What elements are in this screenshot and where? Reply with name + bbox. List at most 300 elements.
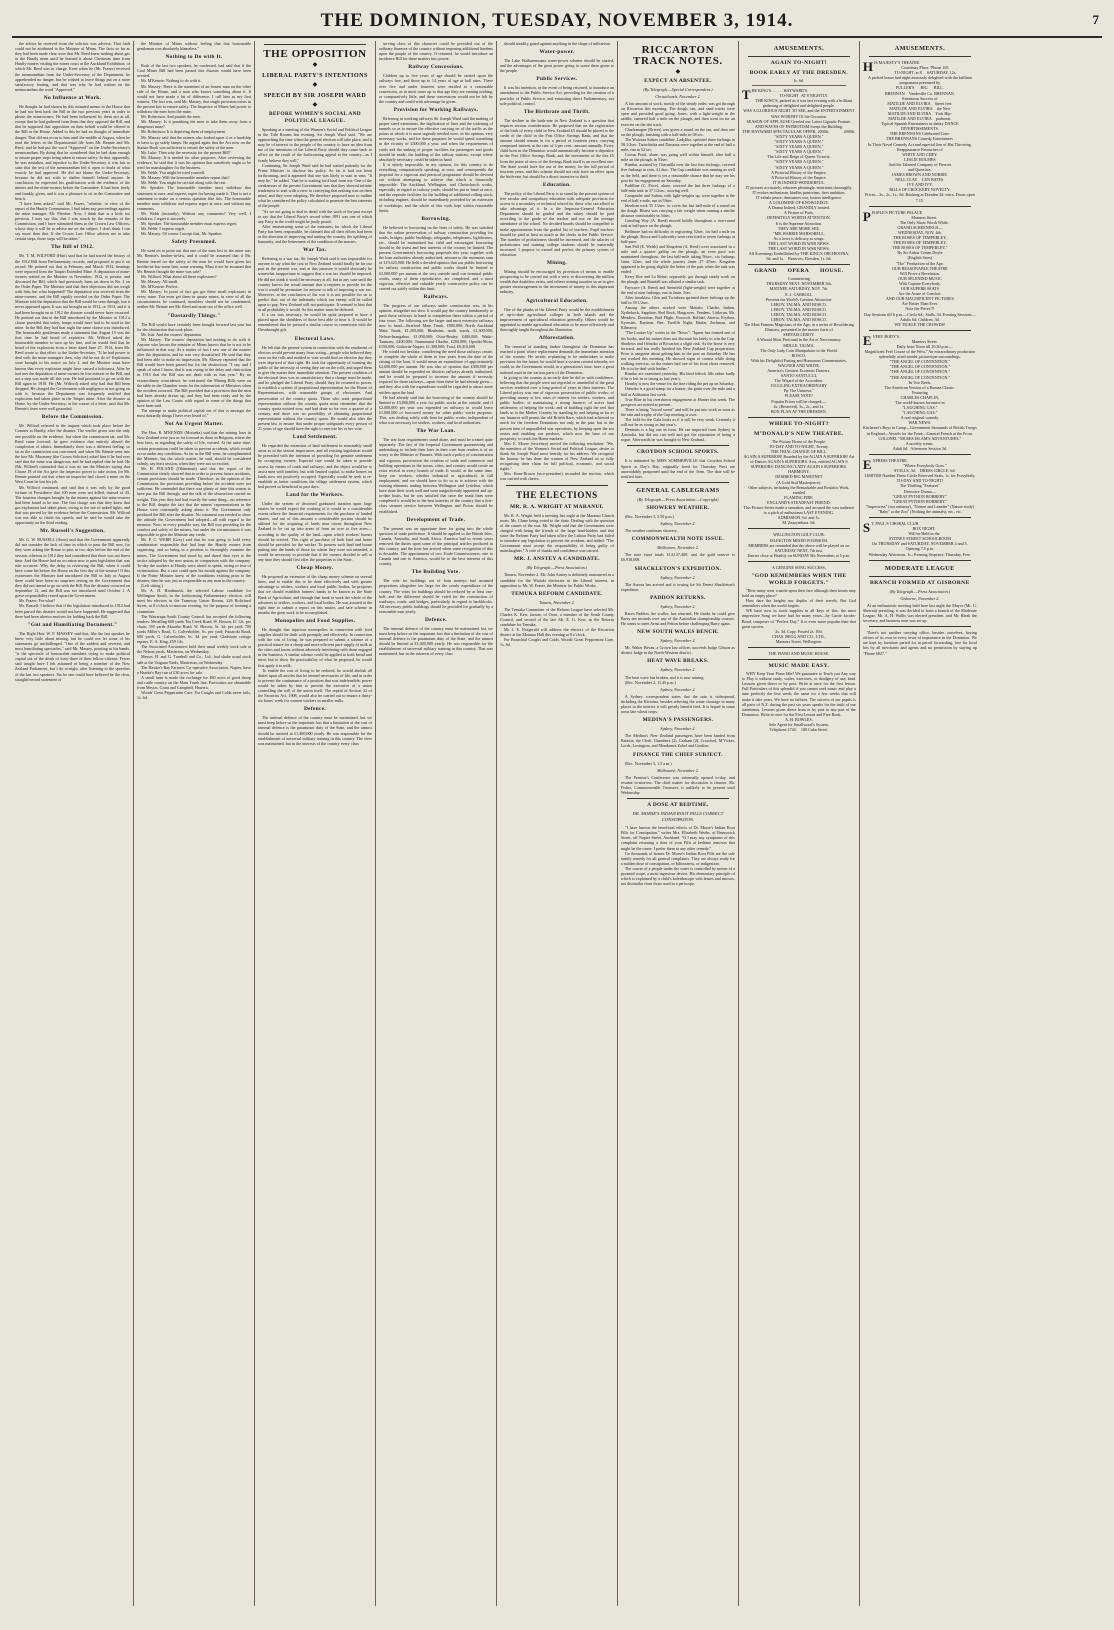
drop-cap: H bbox=[862, 59, 874, 74]
article-paragraph: He thought that injurious monopolies in connection with food supplies should be dealt with promptly and effectively. In connection with the cost of living, he was prepared to submit a scheme of a practical nature for a cheap and more efficient pure supply of milk in the cities and towns without adversely interfering with those engaged in the business. A similar scheme could be applied to both bread and meat, but to show the practicability of what he proposed, he would first apply it to milk. bbox=[257, 626, 372, 668]
ad-line: "THE ANGEL OF CONTENTION." bbox=[889, 364, 951, 370]
section-heading: THE OPPOSITION bbox=[263, 48, 367, 60]
article-subheading: Education. bbox=[542, 181, 571, 188]
ad-line: Magnificent Feel Course of the West," An extraordinary production splendidly acted amidst picturesque surroundings. bbox=[864, 349, 976, 360]
byline: Melbourne, November 2. bbox=[656, 767, 699, 773]
article-paragraph: Paywave (A. Reed) and Steinfeld (light-weight) were together at the end of nine furlongs, run in 2min. 5sec. bbox=[620, 284, 735, 295]
ad-line: Entries close at Heathly on SUNDAY 8th November, at 5 p.m. bbox=[747, 552, 851, 558]
article-subheading: MR. J. ANSTEY A CANDIDATE. bbox=[514, 556, 600, 563]
article-subheading: Mining. bbox=[546, 260, 568, 267]
article-paragraph: Woods' Great Peppermint Cure. For Coughs and Colds never fails, 1s. 6d. bbox=[136, 690, 251, 701]
article-paragraph: Messrs. H. and G. Turnbull and Co., Ltd., had shake usual stock sale at the Vaiguna Yards, Masterton, on Wednesday. bbox=[136, 654, 251, 665]
ad-line: The Life and Reign of Queen Victoria. bbox=[767, 154, 831, 160]
article-paragraph: WHY Keep Your Piano Idle? We guarantee to Teach you Any way to Play it without study, scales, exercises, or drudgery of any kind. Lessons given direct or by post. Write at once for the first lesson. Full Particulars of this splendid if you cannot read music and play a tune perfectly the first week; the same for a few weeks that will make it take years. We have no failures. The success of our pupils is all parts of N.Z. during the past six years speaks for the truth of our statements. Lessons given direct from or by post to any part of the Dominion. Write at once for the First Lesson and Free Book. bbox=[741, 671, 856, 717]
article-paragraph: A small farm is made the exchange for 480 acres of good sheep and cattle country on the Main Trunk line. Particulars are obtainable from Messrs. Grant and Campbell, Hawera. bbox=[136, 674, 251, 690]
ad-line: In Two Reels. bbox=[908, 379, 932, 385]
article-paragraph: Mr. Wilford: What about all these explosions? bbox=[140, 273, 217, 279]
divider bbox=[748, 528, 850, 529]
ad-line: "SIXTY YEARS A QUEEN." bbox=[774, 133, 824, 139]
divider bbox=[869, 517, 971, 518]
ad-line: "SIXTY YEARS A QUEEN." bbox=[774, 159, 824, 165]
ad-line: "SIXTY YEARS A QUEEN." bbox=[774, 164, 824, 170]
article-paragraph: (Rec. November 2, 11.45 p.m.) bbox=[624, 679, 676, 685]
page-number: 7 bbox=[1092, 12, 1100, 27]
article-paragraph: the Minister of Mines without feeling that that honourable gentleman was absolutely blameless." bbox=[136, 41, 251, 52]
article-paragraph: In going to the country at an early date he did so with confidence, believing that the people were not regretful or unmindful of the great services rendered over a long period of years in their interests. The Liberal policy was one of vigorous prosecution of public works; of providing money at low rates of interest for settlers, workers, and public bodies; of maintaining a strong finance; of active land settlement; of helping the weak; and of building right the reel that lands so to the Mother Country by standing by and helping as far as our finances will permit the old British Race, which had achieved so much for the freedom Dominions not only in the past, but at the present time of unparalleled war operations, by keeping open the sea routes and enabling our produce, which now the base of our prosperity, to reach the Home markets. bbox=[499, 374, 614, 441]
section-heading: RICCARTON TRACK NOTES. bbox=[633, 44, 723, 67]
ad-line: FULLER'S BIG BILL. bbox=[895, 85, 944, 91]
article-paragraph: The Premier's Conference was informally opened to-day, and resume to-morrow. The chief matter for discussion is finance. Mr. Fisher, Commonwealth Treasurer, is unlikely to be present until Wednesday. bbox=[620, 774, 735, 796]
article-subheading: Development of Trade. bbox=[406, 516, 466, 523]
ad-line: MATILDE AND ELVIRA Street feet. bbox=[887, 100, 953, 106]
article-paragraph: The Aurora has arrived and is towing for Sir Ernest Shackleton's expedition. bbox=[620, 581, 735, 592]
ad-line: OUR SUPERB SEATS bbox=[900, 286, 939, 292]
article-paragraph: Mr. Speaker: The honourable member must withdraw that statement at once, and express regret for having made it. That is not a statement to make on a serious question like this. The honourable member must withdraw and express regret at once, and without any comments. bbox=[136, 185, 251, 211]
article-paragraph: The note issue totals £14,137,400, and the gold reserve is £6,918,008. bbox=[620, 552, 735, 563]
article-paragraph: Mr. Webb (instantly): Without any comments? Very well, I withdraw, I regret it sincerely. bbox=[136, 210, 251, 221]
ad-line: "THE ANGEL OF CONTENTION." bbox=[889, 369, 951, 375]
ad-line: A. H. BOWLES, bbox=[784, 716, 813, 722]
column-container bbox=[12, 41, 1102, 1606]
ad-line: THE PIANO AND MUSIC HOUSE. bbox=[768, 651, 830, 656]
article-paragraph: The Right Hon. W. F. MASSEY said that, like the last speaker, he knew very little about mining, but he could not let some of his statements go unchallenged. "One of the saddest and severest, and most humiliating spectacles," said Mr. Massey, pointing to his hands, "is the spectacle of honourable members trying to make political capital out of the death of forty-three of their fellow-citizens. Fewer said insight have I felt ashamed of being a member of the New Zealand Parliament, but I do to-night, after listening to the speeches of the last two speakers. Sir, he one could have believed he the clear, straightforward statement of bbox=[15, 630, 130, 682]
article-subheading: HEAT WAVE BREAKS. bbox=[647, 658, 709, 665]
byline: Gisborne, November 2. bbox=[900, 595, 940, 601]
article-paragraph: Mr. Massey: It is needed for other purposes. After reviewing the evidence, he said that it was his opinion that somebody ought to be tried for manslaughter for the business. bbox=[136, 154, 251, 171]
ad-headline-text: IS MAJESTY'S THEATRE. bbox=[874, 60, 921, 65]
article-paragraph: Referring to working railways Sir Joseph Ward said the making of proper sized extensions, the duplication of lines and the widening of tunnels so as to ensure the effective carrying on of the traffic as the points at which it is most urgently needed were, in his opinion, very necessary works, and for these purposes he would spend something in the vicinity of £300,000 a year, and when the requirements of yards and the sinking of proper facilities for passengers and goods should be made, the building of the railway stations, except where absolutely necessary, could be taken in hand. bbox=[378, 115, 493, 162]
ad-line: TO-DAY AND TO-NIGHT! bbox=[896, 478, 944, 484]
divider bbox=[869, 560, 971, 561]
ad-line: With Capture Everybody. bbox=[899, 280, 941, 286]
divider bbox=[869, 576, 971, 577]
ad-line: BILLS OF CROCKERY NOVELTY. bbox=[889, 187, 951, 193]
col-3 bbox=[254, 41, 375, 1606]
ad-line: THE BRENNANS Comedy Entertainers. bbox=[886, 136, 954, 142]
ad-line: THE LAST WORD IN WAR NEWS. bbox=[768, 246, 830, 251]
article-paragraph: The Medina's New Zealand passengers have been landed from Batavia, the Clerk, Chambers (2), Graham (2), Crawford, M'Vicker, Lords, Lovington, and Mendames Zobel and Goulton. bbox=[620, 733, 735, 749]
ad-line: WELLINGTON GOLF CLUB. bbox=[773, 532, 825, 538]
article-subheading: FINANCE THE CHIEF SUBJECT. bbox=[633, 751, 723, 758]
ad-line: Is. 6d. bbox=[793, 78, 804, 83]
article-paragraph: For Bronchial Coughs and Colds, Woods' Great Peppermint Cure, 1s. 6d. bbox=[499, 637, 614, 648]
article-paragraph: Padilline (C. Price), alone, covered the last three furlongs of a half-mile task in 37 1/2sec., moving well. bbox=[620, 182, 735, 193]
article-paragraph: Children up to five years of age should be carried upon the railways free, and those up to 14 years of age at half rates. These over five and under fourteen were entitled to a reasonable concession, as in most cases up to that age they are earning nothing, or comparatively little, and these concessions would not be felt by the country and could with advantage be given. bbox=[378, 73, 493, 104]
ad-line: IVY AND IVY. bbox=[907, 182, 933, 188]
article-paragraph: He regarded the extension of land settlement in reasonably small areas as of the utmost importance, and all existing legislation would be prevailed with the intention of providing for genuine settlement by occupying owners. Especial care would be taken to provide access by means of roads and railways, and the object would be to assist men with families, but with limited capital, to make homes on lands now not positively occupied. Especially would he seek to re-establish as better conditions the village settlement system, which had proved so beneficial in past days. bbox=[257, 443, 372, 489]
byline: Sydney, November 2. bbox=[660, 667, 696, 673]
article-paragraph: The attempt to make political capital out of this is amongst the most dastardly things I have ever heard of." bbox=[136, 408, 251, 419]
section-subheading: AMUSEMENTS. bbox=[894, 45, 946, 52]
article-paragraph: Orinoko is a good stamp for a hunter, the grain over the mile and a half at Ashburton last week. bbox=[620, 386, 735, 397]
ad-line: Sole Agent for Smallwood's System. bbox=[768, 722, 829, 728]
ad-line: SYDNEY STREET SCHOOLROOM bbox=[888, 536, 951, 542]
ad-line: BOSCO, bbox=[791, 352, 807, 358]
ad-line: Are the Acme of Comfort. bbox=[898, 291, 942, 297]
article-paragraph: The progress of our railways under construction was, in his opinion, altogether too slow. It would pay the country handsomely to push these railways in hand to completion them within a period of four years. The following are the larger and most extensive railways now in hand—Stratford Main Trunk, £800,000; North Auckland Main Trunk, £1,200,000; Blenheim, north wards, £1,300,000; Nelson-Inangahua, £1,000,000; Otira-Bealey, £400,000; Waiki-Taumaru, £400,000; Taumarunui-Okaihu, £200,000; Opotiki-Motu, £150,000; Gisborne-Napier, £1,300,000; Total, £8,410,000. bbox=[378, 302, 493, 349]
article-subheading: Railways. bbox=[423, 293, 449, 300]
ad-title: MUSIC MADE EASY. bbox=[768, 663, 830, 670]
ad-line: With his Delightful Parting and Humorous Commentaries. bbox=[751, 357, 847, 363]
ad-line: PLEASE NOTE! bbox=[784, 393, 814, 399]
article-paragraph: He had already said that the borrowing of the country should be limited to £3,000,000 a year for public works at the outside, and if £2,000,000 per year was expended on railways in would leave £1,000,000 of borrowed money for other public works purposes. This, was dealing solely with loan for public works, independent of what was necessary for settlers, workers, and local authorities. bbox=[378, 394, 493, 426]
divider bbox=[748, 56, 850, 57]
drop-cap: T bbox=[741, 87, 751, 103]
ad-line: THE LAST WORD IN WAR NEWS. bbox=[768, 240, 830, 246]
ad-headline-text: EOPLE'S PICTURE PALACE bbox=[871, 209, 923, 215]
article-paragraph: Mr. Luke: Then why the necessity for the present Bill? bbox=[140, 149, 231, 155]
article-subheading: Cheap Money. bbox=[296, 565, 334, 572]
ad-line: BRENNAN Vaudeville Co. BRENNAN. bbox=[884, 90, 955, 96]
ad-line: Detective Drama— bbox=[903, 488, 936, 494]
ad-line: STALLS, 3d. DRESS CIRCLE, 6d. bbox=[894, 468, 956, 474]
ad-line: MEMBERS are reminded that the above will be played on on SATURDAY NEXT, 7th inst. bbox=[748, 542, 850, 553]
ad-line: As a lover is delicacy as songs. bbox=[773, 235, 825, 241]
byline: Sydney, November 2. bbox=[660, 603, 696, 609]
ad-line: A GOLDMINE OF KNOWLEDGE. bbox=[768, 200, 829, 206]
article-paragraph: Mr. Webb: I express regret. bbox=[140, 226, 186, 232]
ad-line: ISLINGTON MIXED FOURSOM. bbox=[769, 537, 828, 543]
drop-cap: E bbox=[862, 456, 872, 472]
ad-title: AGAIN TO-NIGHT! bbox=[770, 60, 828, 66]
masthead-title: THE DOMINION, TUESDAY, NOVEMBER 3, 1914. bbox=[320, 10, 794, 31]
ad-line: A GENUINE SONG SUCCESS, bbox=[771, 564, 826, 570]
ad-line: ENGLAND'S STEADFAST FRIEND. bbox=[767, 499, 831, 505]
article-paragraph: He thought he had shown by this minuted memo in the House that he had not bent back the Bill in the two previous years in order to please the mineowners. He had been influenced by them not at all, except that he had gathered from them that they opposed the Bill, and that he supposed that opposition on their behalf would be offered to the Bill in the House. Added to this he had no thought of immediate danger. That did not occur to him until the middle of August, when he read the letters in the Departmental file from Mr. Bennie and Mr. Reed, and he had put the word "Approved" on the Under-Secretary's memorandum. By doing that he considered that he had done enough to ensure proper steps being taken to ensure safety. In that, apparently, he was mistaken, and injustice to the Under-Secretary it was fair to state that the test of the memorandum left it open to doubt of what exactly he had approved. He did not blame the Under-Secretary, because he did not wish to shelter himself behind anyone. In conclusion, he expressed his gratification with the evidence of the miners and the mine-owners before the Committee. It had been freely and frankly given, and it was a pleasure to sit in the Committee and hear it. bbox=[15, 103, 130, 201]
drop-cap: S bbox=[862, 519, 871, 535]
article-paragraph: Dentonis is a big one in form. He ran imported from Sydney to Australia, but did not run well and got the reputation of being a rogue. Afterwards he was brought to New Zealand. bbox=[620, 427, 735, 443]
ad-line: WAS A GLORIOUS NIGHT TO SEE, and the ENTERTAINMENT WAS WORTHY Of the Occasion. bbox=[743, 108, 855, 119]
article-paragraph: Mr. Massey: Of course I accept that, Mr. Speaker. bbox=[140, 231, 223, 237]
article-paragraph: He believed in borrowing on the lines of safety. He was satisfied that the online preservation of railway construction providing for roads, bridges, public buildings, telegraphs, telephones, lighthouses, etc., should be maintained but valid and extravagant borrowing should in the truest and best interests of the country be limited. The present Government's borrowing proposals this year, together with the loan authorities already authorised, amount to the enormous sum of £19,425,000. He held a decided opinion that our public borrowing for railway construction and public works should be limited to £3,000,000 per annum at the very outside until our terminal public works, many of them reproductive, are completed, and a most vigorous, effective and valuable yearly constructive policy can be carried out safely within this limit. bbox=[378, 224, 493, 291]
ad-line: NELL CLAY. LEN BATES. bbox=[895, 177, 945, 183]
article-paragraph: Rimiko are examined yesterday. His hind fetlock fills rather badly if he is left in or strong as last year's. bbox=[620, 371, 735, 382]
ad-line: "GREAT PYTHON ROBBERY." bbox=[892, 493, 948, 499]
ad-line: THEY ARE MORE SEE. bbox=[777, 225, 820, 231]
ad-title: BRANCH FORMED AT GISBORNE bbox=[869, 579, 970, 586]
article-paragraph: The Wairarapa South County Council has accepted the following tenders: Metalling 600 yards Tea Creek Road, W. Hixson, £1 12s. per chain; 350 yards Akuraho Road, W. Hixson, 5s. 3d. per yard; 700 yards Miller's Road, G. Calverholder, 6s. per yard; Punaroki Road, 600 yards, G. Calverholder, 6s. 3d. per yard; Gladstone cottage repairs, E. A. King, £59 14s. bbox=[136, 613, 251, 645]
article-paragraph: Bellmore had no difficulty in registering 52sec. for half a mile on the plough. Rosca and Ladworthy were restricted to seven furlongs at half-pace. bbox=[620, 228, 735, 244]
article-paragraph: Mr. Isitt: And the owners' deputation. bbox=[140, 331, 203, 337]
masthead bbox=[12, 10, 1102, 34]
divider bbox=[506, 485, 608, 486]
byline: Sydney, November 2. bbox=[660, 521, 696, 527]
divider bbox=[869, 330, 971, 331]
article-paragraph: Among the others worked were Mattalo, Charlie, Indian, Nydiehock, Sapphire, Red Rock, Hargraves, Vendees, Littlerun, Mr. Meadow, Donohue, Bird Flight, Foxcroft, Bulldal, Asteria, Erythea, Kyrestits, Raytime, Bee, Twelfth Night, Haslar, Zechman, and Kilmarny. bbox=[620, 304, 735, 331]
ad-line: OUR SPLENDID MUSIC bbox=[898, 275, 942, 281]
ad-line: THE KING'S, packed as it was last evening with a brilliant gathering of delighted and delighted people. bbox=[755, 98, 853, 109]
article-subheading: SHACKLETON'S EXPEDITION. bbox=[634, 565, 722, 572]
article-paragraph: One of the planks of the Liberal Party would be the establishment of up-to-date agricultural colleges in both islands and the improvement of agricultural education generally. Others would be appointed to enable agricultural education to be more effectively and thoroughly taught throughout the Dominion. bbox=[499, 306, 614, 332]
article-paragraph: "As we not going to deal in detail with the work of the past except to say that the Liberal Party's record when 1891 was one of which any Party in the world might be justly proud. bbox=[257, 208, 372, 224]
byline: Sydney, November 2. bbox=[660, 574, 696, 580]
ad-line: MATINEE SATURDAY, NOV. 7th. bbox=[769, 286, 829, 292]
ad-line: "Inspectress" (not unfunny), "Vienne and Leander" (Nature study) "Baby" at the Zoo" (Nothing the animals), etc., etc. bbox=[865, 503, 975, 514]
article-paragraph: The Bill would have certainly been brought forward last year but for the obstruction that took place. bbox=[136, 321, 251, 332]
ornament: ◆ bbox=[312, 102, 318, 108]
article-paragraph: "I have been asked," said Mr. Frazer, "whether, in view of the report of the Huntly Commission, I had taken any proceedings against the mine manager, Mr. Fletcher. Now, I think that is a little too previous. I may say this, that I was struck by the remarks of the Commission, and I have submitted them to the Crown Law Officers, whose duty it will be to advise me on the subject. I don't think I can say more than that. If the Crown Law Office advises me to take certain steps, those steps will be taken." bbox=[15, 200, 130, 242]
ad-line: FLAMING FIRE. bbox=[784, 494, 814, 500]
article-paragraph: Mr. Massey: Is it punishing the men to take them away from a dangerous mine? bbox=[136, 119, 251, 130]
article-paragraph: Campaider and Sultan, with light-weights up, were together at the end of half a mile, run in 53sec. bbox=[620, 192, 735, 203]
article-paragraph: True Blue in his overdrawn engagement at Hunter this week. The prospects are mixed at present. bbox=[620, 396, 735, 407]
article-subheading: TEMUKA REFORM CANDIDATE. bbox=[511, 590, 603, 597]
byline: (By Telegraph.—Press Association.) bbox=[889, 588, 951, 594]
ad-line: Manners Street, Wellington. bbox=[775, 638, 822, 644]
ad-line: TO-NIGHT, at 8. SATURDAY, 12s. bbox=[894, 70, 957, 76]
ad-line: IT IS INDEED WONDERFUL. bbox=[772, 179, 826, 185]
article-paragraph: Kerry Roe and La Reine, separately, got through steady work on the plough, and Rainfall was allotted a similar task. bbox=[620, 274, 735, 285]
article-paragraph: (Rec. November 3, 5.50 p.m.) bbox=[624, 513, 674, 519]
article-paragraph: Under the system of deceased graduated taxation upon large estates he would expect the working of it would to a considerable extent relieve the financial requirements for the purchase of landed estates, and out of this amount a considerable portion should be utilised for the acquiring of lands near towns throughout New Zealand to be cut up into areas of from an acre to five acres—according to the quality of the land—upon which workers' homes should be erected. This right of purchase of both land and home should be provided for the worker. To possess such land and house putting into the hands of those for whom they were not intended, it would be necessary to provide that if the owners decided to sell at any time they should first offer the properties to the State. bbox=[257, 501, 372, 563]
article-subheading: The War Loan. bbox=[416, 428, 456, 435]
ad-headline-text: T. PAUL'S CHORAL CLUB bbox=[871, 520, 919, 526]
ad-line: THE TRIAL CHANGE OF BILL. bbox=[770, 449, 828, 454]
ad-line: All Screenings Embellished by THE KING'S ORCHESTRA. bbox=[748, 251, 850, 257]
article-subheading: Defence. bbox=[424, 617, 447, 623]
article-subheading: The Bill of 1912. bbox=[51, 244, 94, 251]
ad-line: A Wizard Most Profound in the Art of Necromancy. bbox=[756, 337, 842, 343]
article-paragraph: Mr. Frazer: For what? bbox=[19, 598, 55, 604]
article-paragraph: The vote for buildings out of loan moneys had assumed proportions altogether too large for the yearly expenditure of the country. The votes for buildings should be reduced by at least one-half, and the difference should be voted for the construction of roadways, roads, and bridges, particularly in regard to backblocks. All necessary public buildings should be provided for gradually by a reasonable sum yearly. bbox=[378, 578, 493, 614]
ad-line: Manners Street. bbox=[911, 338, 938, 344]
divider bbox=[748, 659, 850, 660]
article-subheading: NEW SOUTH WALES BENCH. bbox=[637, 629, 719, 636]
article-subheading: A DOSE AT BEDTIME. bbox=[647, 802, 709, 809]
article-subheading: "Gut and Humiliating Document." bbox=[27, 621, 118, 628]
article-subheading: Agricultural Education. bbox=[525, 297, 588, 304]
article-subheading: Railway Concessions. bbox=[408, 64, 464, 71]
ad-line: Will be Held in the bbox=[908, 531, 940, 537]
article-paragraph: Mr. Massey: There is the statement of an honest man on the other side of the House, and a man who knows something about it. It would not have made a bit of difference. I call him as my first witness. The fact was, said Mr. Massey, that single provision exists in the present law to ensure safety. The Inspector of Mines had power to withdraw the men from the mine. bbox=[136, 83, 251, 115]
article-paragraph: The Hon. R. M'KENZIE (Motueka) said that the mining laws in New Zealand were just as far forward as those in Belgium, where the best laws, as regarding the safety of life, existed. At the same time, certain precautions could be taken to prevent accidents, which would occur under any conditions. As far as the Bill went, he complimented the Minister, but the whole matter, he said, should be considered calmly, say least session, when they were not so excited. bbox=[136, 430, 251, 466]
ad-line: Wednesday Afternoon, 1s.; Evening Sixpence. Thursday, Free. bbox=[868, 551, 972, 557]
byline: Timaru, November 2. bbox=[539, 599, 575, 605]
ad-line: CHARLES CHAPLIN, bbox=[900, 394, 940, 400]
article-paragraph: Mr. R. A. Wright held a meeting last night at the Maranui Church room. Mr. Chase being voted to the chair. Dealing with the question of the causes of the war, Mr. Wright said that the Government were charged with being the friends of the large land-holders and that since the Reform Party had taken office the Labour Party had failed to introduce any legislation to prevent the accident, and added: "The Government must accept the responsibility of being guilty of manslaughter." A vote of thanks and confidence was carried. bbox=[499, 512, 614, 554]
section-subheading: LIBERAL PARTY'S INTENTIONS bbox=[262, 72, 368, 79]
article-paragraph: Timaru, November 2. Mr. John Anstey is definitely announced as a candidate for the Waitaki electorate in the Liberal interest, in opposition to Mr. W. Fraser, the Minister for Public Works. bbox=[499, 572, 614, 588]
ad-line: AGAIN A SUPERIOR! Boarded by the AGAIN A SUPERIOR! Art of Dances AGAIN 6 SUPERIORS. Acts, entitled AGAIN 6 SUPERIORS. DANCING LADY AGAIN 6 SUPERIORS. HARMONY. bbox=[743, 454, 855, 475]
ad-line: And his Talented Company of Pierrots bbox=[888, 161, 952, 167]
article-paragraph: The internal defence of the country must be maintained, but we must keep before us the important fact that a limitation of the cost of internal defence is the paramount duty of the State, and the utmost should be insisted at £1,400,000 yearly. He was responsible for the establishment of universal military training in this country. The view was maintained, but in the interests of the country every class bbox=[257, 715, 372, 746]
ad-line: THE ROSES OF TEMPERLEY," bbox=[892, 245, 948, 251]
article-paragraph: There's not another carrying office, besides ourselves, having offices of its own in every town of importance in the Dominion. We are kept by furniture parted for in parcel forwarding, free for local lots by all merchants and agents and no permission by staying up "Phone 6827." bbox=[862, 630, 977, 656]
article-subheading: Mr. Russell's Suggestion. bbox=[40, 528, 105, 535]
article-subheading: Not An Urgent Matter. bbox=[164, 421, 224, 428]
byline: Sydney, November 2. bbox=[660, 686, 696, 692]
byline: Melbourne, November 2. bbox=[656, 545, 699, 551]
ad-line: SERVAIS LEROY. bbox=[783, 332, 815, 338]
ad-line: A real original comedy. bbox=[900, 415, 940, 421]
ad-line: It is the Supreme Attraction. bbox=[775, 220, 823, 226]
ad-line: DESIRED BIG MARTINET bbox=[775, 474, 823, 480]
article-paragraph: Grinding Way (A. Reed) moved boldly throughout a two-round task at half-pace on the plough. bbox=[620, 218, 735, 229]
article-paragraph: Mr. Robertson: It is depriving them of employment. bbox=[140, 129, 226, 135]
article-paragraph: The Waiorau Stakes candidate, Ladylike, sprinted three furlongs in 58.1/2sec. Tatiwhirika and Dartania were together at the end of half a mile, run in 52 sec. bbox=[620, 136, 735, 153]
col-2 bbox=[133, 41, 254, 1606]
article-paragraph: Mr. P. C. WEBB (Grey) said that he was going to hold every combination responsible that had kept the Huntly miners from organising, and so being in a position to thoroughly examine the mines. The Government had stood by and dared their eyes to the tactics adopted by the new union, in comparison with the company. To-day the workers at Huntly were afraid to speak, owing to fear of victimisation. But a case could open his mouth against the company. If the Prime Minister knew of the conditions existing prior to the disaster, then he was just as responsible as any man in the country. bbox=[136, 537, 251, 583]
byline: Christchurch, November 2. bbox=[655, 94, 701, 100]
ad-line: WHITE AND CHEY. bbox=[902, 151, 938, 157]
ornament: ◆ bbox=[312, 62, 318, 68]
divider bbox=[748, 561, 850, 562]
article-paragraph: It was his intention, in the event of being returned, to introduce an amendment to the Public Service Act, providing for the creation of a portfolio of Public Service, and entrusting direct Parliamentary, not sole political, control. bbox=[499, 85, 614, 106]
col-1 bbox=[12, 41, 133, 1606]
byline: Sydney, November 2. bbox=[660, 638, 696, 644]
article-paragraph: (Left sitting.) bbox=[140, 583, 163, 589]
ad-line: Featuring bbox=[912, 389, 928, 395]
ad-line: BOX NIGHT. bbox=[912, 526, 936, 532]
article-paragraph: Mr. Massey: The owners' deputation had nothing to do with it. Anyone who knows the minister of Mines knows that he is not to be influenced in that way. As a matter of fact I saw one of the owners after the deputation, and he was very dissatisfied. He said that they had been able to make no impression. Mr. Massey repeated that the Bill would have been passed but for the obstruction. "I say, and I speak of what I know, that it was owing to the delay and obstruction in 1913 that the Bill was not dealt with as that year." By no extraordinary coincidence, he continued, the Mining Bills were on the table in the Chamber room for the information of Ministers when the accident occurred. The Bill provided that a provision that the men had been already drawn up, and they had been ready and by the opinion of the Law Courts with regard to some of the things that have been said. bbox=[136, 336, 251, 408]
ad-line: Presents the World's Greatest Attraction: bbox=[765, 296, 833, 302]
ad-line: By Sir Arthur Conan Doyle bbox=[897, 250, 943, 256]
article-subheading: Electoral Laws. bbox=[294, 335, 336, 342]
ad-line: Are Better Than Ever. bbox=[901, 301, 938, 307]
col-7 bbox=[738, 41, 859, 1606]
divider-thin bbox=[752, 85, 846, 86]
article-paragraph: The internal defence of the country must be maintained, but we must keep before us the important fact that a limitation of the cost of internal defence is the paramount duty of the State, and the utmost should be limited at £1,400,000 yearly. He was responsible for the establishment of universal military training in this country. That was maintained, but in the interests of every class bbox=[378, 626, 493, 657]
section-subheading: GENERAL CABLEGRAMS bbox=[636, 486, 720, 494]
ad-line: WE TICKLE THE CROWDS! bbox=[894, 321, 946, 327]
article-paragraph: Mr. M'Kenzie: Nothing to do with it. bbox=[140, 78, 202, 84]
article-paragraph: How dare the heights nor depths of their travels, But God remembers when the world forgets. bbox=[741, 598, 856, 609]
ad-line: SEASON OF APPLAUSE Greeted our Latest Gigantic Feature. AND WAVES OF PATRIOTISM Swept the Building. bbox=[746, 118, 852, 129]
ad-line: The Wizard of the Accordion. bbox=[774, 378, 824, 384]
article-subheading: PADDON RETURNS. bbox=[650, 594, 706, 601]
divider bbox=[869, 454, 971, 455]
ad-line: "MR. BARRIE MARSORELL. bbox=[772, 230, 825, 236]
drop-cap: E bbox=[862, 332, 872, 348]
section-heading: THE ELECTIONS bbox=[516, 489, 598, 500]
article-subheading-small: DR. MORSE'S INDIAN ROOT PILLS CORRECT CONSTIPATION. bbox=[632, 811, 724, 823]
divider bbox=[869, 626, 971, 627]
article-paragraph: Mr. G. W. RUSSELL (Avon) said that the Government apparently did not consider the lack of time in which to pass the Bill now, for they were asking the House to pass in two days before the end of the session, whereas in 1912 they had considered that there was not finest time. And the House had no occasion now to pass legislation that was rule occurred. Why the delay in reviewing the Bill, when it could have come his before the House on the first day of the session? If this exonerates the Minister had introduced the Bill in July or August there could have been no surprises resting on the Government that they did not intend to go on with the Bill. But the disaster occurred on September 12, and the Bill was not introduced until October 1. A grave responsibility rested upon the Government. bbox=[15, 537, 130, 599]
article-subheading: Water-power. bbox=[539, 49, 575, 56]
article-paragraph: Mr. J. E. Fitzgerald will address the electors of the Riccarton district at the Mataura Hall this evening at 8 o'clock. bbox=[499, 627, 614, 638]
ad-line: THE ROSES OF TEMPERLEY, bbox=[893, 240, 947, 246]
byline: (By Telegraph.—Press Association.) bbox=[526, 565, 588, 571]
ad-line: The Most Famous Magicians of the Age, in a series of Bewildering Illusions, presented in the master Juvis of bbox=[743, 322, 854, 333]
article-paragraph: At an enthusiastic meeting held here last night the Mayor (Mr. G. Sherratt) presiding, it was decided to form a branch of the Moderate League. Mr. A. H. Wallis was elected president, and Mr. Bleak the secretary, and business men was set up. bbox=[862, 602, 977, 624]
ad-line: "LAUGHING GAS." bbox=[902, 410, 938, 416]
article-paragraph: The policy of the Liberal Party is to stand by the present system of free secular and compulsory education with adequate provision for access to a secondary or technical school for those who can afford to take advantage of it. In a the Inspector-General Education Department should be graded and the salary should be paid according to the grade of the teacher and not on the average attendance of the school. No decided boards should be compelled to make appointments from the graded list of teachers. Pupil teachers should be paid at least as much as the clerks in the Public Service. The number of probationers should be increased, and the salaries of probationers and training college students should be materially increased. I propose to extend and perfect the primary system of education. bbox=[499, 190, 614, 257]
ad-line: ADMISSION, 6d. and 1s. bbox=[777, 515, 821, 521]
ad-line: JAMES BROWN AND NORRIE. bbox=[891, 172, 948, 178]
ad-line: WEDNESDAY, NOV. 4th. bbox=[898, 230, 942, 235]
ad-line: DEFINITELY WORTH ATTENTION. bbox=[767, 215, 831, 221]
ad-line: LESLIE HOLMES bbox=[904, 156, 936, 162]
article-paragraph: Continuing, Sir Joseph Ward said he had waited patiently for the Prime Minister to disclose his policy. So far it had not been forthcoming, and it appeared that one was likely to wait in vain. "It may be," he added, "that he is waiting for'd heal from me. One of the weaknesses of the present Government was that they showed infinite tenderness to wait with a view to conveying that nothing was on their mind, and they were adopting. He therefore proposed now to outline what he considered the policy calculated to promote the best interests of the people. bbox=[257, 162, 372, 209]
article-paragraph: Mr. H. POLAND (Ohinemuri) said that the report of the Commission clearly showed that in order to prevent future accidents, certain provisions should be made. Therefore, in the opinion of the Commission, the provisions providing before the accident were not sufficient. He contended that there was plenty of time this season to have put the Bill through, and the talk of the obstruction carried no weight. This year they had had exactly the same thing—no reference to the Bill, despite the fact that the miners' representations in the House were continually asking about it. The Government only produced the Bill after the disaster. No comment was needed to show the attitude the Government had adopted—all with regard to the measure. Now, in every possible way, the Bill was providing for the comfort and safety of the miners, but under the circumstances it was impossible to give the Minister any credit. bbox=[136, 465, 251, 538]
article-subheading: Land Settlement. bbox=[292, 434, 338, 441]
article-paragraph: "The Looker Up" writes in the "News": "Iquest has formed one of his books, and his trainer does not discount his lately to win the Cup. Shadows and Orinoko at Riccarton a slight risk. As the horse is very forward, and has really finished his New Zealand Cup preparation, Price is sanguine about getting him to the post on Saturday. He has not worked this morning. He showed signs of cornea while doing walking exercise, so the trainer had one of his front shoes removed. He is to be deal with leather." bbox=[620, 330, 735, 372]
ad-line: "SIXTY YEARS A QUEEN." bbox=[774, 149, 824, 155]
ad-line: LEROY, TALMA, AND BOSCO. bbox=[771, 306, 827, 312]
divider bbox=[627, 482, 729, 483]
ad-line: MDLLE. TALMA. bbox=[783, 342, 815, 348]
byline: (By Telegraph.—Special Correspondent.) bbox=[643, 87, 713, 92]
article-paragraph: Mr. Speaker: The honourable member must express regret. bbox=[140, 221, 238, 227]
ad-title: GRAND OPERA HOUSE. bbox=[754, 268, 844, 275]
ad-line: Typical Spanish Entertainers in dainty DANCE DIVERTISSEMENTS. bbox=[881, 121, 959, 132]
ad-line: THE ROSES OF TEMPERLEY, bbox=[893, 235, 947, 241]
ad-line: TO-DAY AND TO-NIGHT, Twenty, bbox=[768, 443, 829, 449]
ad-line: Kitchener's Boys in Camp—Government thousands of British Troops in England—Vessels for the Front—General French at the Front. bbox=[862, 425, 977, 436]
article-paragraph: The present was an opportune time for going into the whole question of trade preference. It should be applied to the British Isles, Canada, Australia, and South Africa. America had in recent years removed the duties upon some of the principal articles produced in this country, and the time has arrived when some recognition of this is desirable. The appointment of two Trade Commissioners, one to Canada and one to America, would be to the best interests of this country. bbox=[378, 525, 493, 567]
article-subheading: Land for the Workers. bbox=[286, 492, 344, 498]
ad-line: (A Gold Seal Masterpiece). bbox=[776, 479, 822, 485]
article-subheading: COMMONWEALTH NOTE ISSUE. bbox=[631, 536, 725, 543]
article-subheading: CROYDON SCHOOL SPORTS. bbox=[636, 449, 719, 456]
ad-line: IT evokes enthusiasm, kindles patriotism, fires ambition. bbox=[752, 189, 846, 195]
article-paragraph: It is utterly impossible, in my opinion, for this country to do everything, comparatively speaking, at once, and consequently the proposal for a vigorous and practical programme should be devised out without attempting to achieve that which is financially impossible. The Auckland, Wellington, and Christchurch works, especially in regard to railway yards, should be put in hand at once, and the requisite facilities for the building of additional rolling stock, including engines, should be immediately provided by an extension of workshops, and the whole of this work kept within reasonable limits. bbox=[378, 161, 493, 213]
article-paragraph: The Temuka Committee of the Reform League have selected Mr. Charles K. Kerr, farmer, of Orari, a member of the South County Council, and second of the late Mr. E. G. Kerr, as the Reform candidate for Temuka. bbox=[499, 606, 614, 628]
ad-title: M°DONALD'S NEW THEATRE. bbox=[753, 430, 844, 437]
ad-line: Reappearance Favourites of bbox=[897, 146, 943, 152]
article-paragraph: Referring to a war tax, Sir Joseph Ward said it was impossible for anyone to say what the cost to New Zealand would finally be for our part in the present war, and at this juncture it would obviously be somewhat inopportune to suggest that a war tax should be imposed. He did not think it would be necessary at all, but in any case until the country knows the actual amount that it requires to provide for the war it would be premature for anyone to talk of imposing a war tax. Moreover, at the conclusion of the war it is not possible for us to predict that, out of the indemnity which our enemy will be called upon to pay, New Zealand will not participate. It seemed to him that in all probability it would. So this matter must be deferred. bbox=[257, 256, 372, 313]
article-paragraph: Mr. Massey said that the miners also looked upon it as a hardship to have to go safely lamps. He argued again that the Act now on the Statute Book was sufficient to ensure the safety of the men. bbox=[136, 134, 251, 150]
article-paragraph: Speaking at a meeting of the Women's Social and Political League in the Title Rooms last evening, Sir Joseph Ward said: "We are approaching the time when the general election will take place, and it may be of interest to the people of the country to have an idea from me of the intentions of the Liberal Party should they come back to office on the result of the forthcoming appeal to the country—as I firmly believe they will." bbox=[257, 127, 372, 163]
article-paragraph: The course of a people under the water is controlled by means of a pyramid scope, a most ingenious device. His elementary principle of which is explained by a child's kaleidoscope with lenses and mirrors, not dissimilar from those used in a periscope. bbox=[620, 865, 735, 887]
ad-line: America's Greatest Eccentric Dancers. bbox=[767, 367, 831, 373]
article-paragraph: Go thousands of homes Dr. Morse's Indian Root Pills are the safe family remedy for all general complaints. They are always ready for a sudden dose of constipation, or biliousness, or indigestion. bbox=[620, 850, 735, 866]
ad-line: LIMITED Number Dress Circle Reserved Seats, 1s. for Everybody. bbox=[864, 473, 976, 479]
article-paragraph: There is being "forced sweet" and will be put into work as soon as the rain and trophy of the Cup meeting is over. bbox=[620, 406, 735, 417]
article-paragraph: "How many wear a smile upon their face although their hearts may hold an empty place? bbox=[741, 587, 856, 599]
ad-line: LEROY, TALMA, AND BOSCO. bbox=[771, 301, 827, 307]
article-paragraph: San Pall (E. Welsh) and Kingdom (A. Reed) were associated in a mile and a quarter gallop on the plough, an even pace was maintained throughout, the last half-mile taking 56sec., six furlongs 1min. 22sec, and the whole journey 2min. 27 4/5sec. Kingdom appeared to be going slightly the better of the pair when the task was ended. bbox=[620, 243, 735, 275]
article-subheading: Afforestation. bbox=[538, 335, 575, 342]
article-paragraph: should steadily guard against anything in the shape of militarism. bbox=[503, 41, 611, 46]
ad-line: A packed house had night anxiously delighted with the brilliant programme presented by bbox=[867, 75, 972, 86]
article-subheading: EXPECT AN ABSENTEE. bbox=[644, 78, 712, 84]
ad-line: Will Prove a Revelation. bbox=[899, 270, 941, 276]
section-subheading: MODERATE LEAGUE bbox=[885, 564, 955, 572]
article-paragraph: The Associated Auctioneers hold their usual weekly stock sale at the Nelson yards, Masterton, on Wednesday. bbox=[136, 644, 251, 655]
article-paragraph: After enumerating some of the measures for which the Liberal Party has been responsible, he claimed that all their efforts had been in the direction of improving and uniting the country, the uplifting of humanity, and the betterment of the condition of the masses. bbox=[257, 223, 372, 245]
article-paragraph: Mr. Massey: Will the honourable member repeat that? bbox=[140, 175, 230, 181]
article-paragraph: Rimiko, assisted by Charmilla over the last four furlongs, covered five furlongs in rain, 4.14sec. The Cup candidate was running as well as the field, and there is yet a reasonable chance that he may see his post for his engagement on Saturday. bbox=[620, 162, 735, 183]
article-paragraph: A Sydney correspondent states that the rain is widespread, including the Riverina, besides relieving the water shortage in many places in the interior it will greatly benefit feed. It is hoped in some areas late wheat crops. bbox=[620, 693, 735, 715]
section-subheading: SPEECH BY SIR JOSEPH WARD bbox=[263, 92, 367, 99]
article-paragraph: The removal of standing timber throughout the Dominion has reached a point where replacement demands the immediate attention of the country. He awaits re-planting to be undertaken to make provision for the future, he would have a system created whereby we could, in the Government would, in a generation's time, have a great national asset in the various parts of the Dominion. bbox=[499, 344, 614, 375]
ad-line: Popular Prices will be charged:— bbox=[771, 398, 827, 404]
article-paragraph: Crown Pearl, alone, was going well within himself, after half a mile on the plough, in 53sec. bbox=[620, 152, 735, 163]
article-paragraph: WE have now in stock supplies in all keys of this, the most impressive Song we have had for many years—by Carrie Jacobs-Bond, composer of "Perfect Day." It is even more popular than that great success. bbox=[741, 608, 856, 629]
ad-line: and Querritos. bbox=[908, 166, 932, 172]
ad-line: Prices—3s., 2s., 1s., 6d. Booking at Dresden 2d. extra. Doors open 7.15. bbox=[865, 192, 975, 203]
col-4 bbox=[375, 41, 496, 1606]
ad-line: MATILDE AND ELVIRA podrome. bbox=[888, 116, 952, 122]
ad-line: Commencing bbox=[787, 276, 810, 282]
ad-line: Adult 6d. Afternoon Session 3d. bbox=[892, 445, 947, 451]
ad-title: "GOD REMEMBERS WHEN THE WORLD FORGETS." bbox=[751, 572, 847, 586]
ad-line: "GREAT PYTHON ROBBERY." bbox=[892, 498, 948, 504]
article-paragraph: He went on to point out that one of the men lost in the mine was Mr. Bennie's brother-in-law, and it could be assumed that if Mr. Bennie feared for the safety of the men he would have given his brother-in-law some hint, some warning. Must it not be assumed that Mr. Bennie thought the mine was safe? bbox=[136, 248, 251, 274]
ad-line: Day Sessions till 6 p.m.—Circle 6d.; Stalls, 3d. Evening Sessions—Adults 6d; Children, 3d. bbox=[864, 311, 976, 322]
ad-line: "THE ANGEL OF CONTENTION." bbox=[889, 374, 951, 380]
divider bbox=[627, 445, 729, 446]
ad-line: WAGNER AND WRITE, bbox=[777, 362, 820, 368]
article-paragraph: Mr. Wilford referred to the inquest which took place before the Coroner at Huntly, after the disaster. The verdict given was the only one possible on the evidence, but when the commission sat, and Mr. Reed came forward, he gave evidence that entirely altered the complexion of affairs. Immediately there was a different feeling, so far as the commission was concerned, and when Mr. Bennie went into the box Mr. Macarney (the Crown Solicitor) asked him if he had ever said that the mine was dangerous, and he had replied that he had. He (Mr. Wilford) contended that it was no use the Minister saying that Clause 18 of the Act gave the inspector power to take action, for Mr. Bennie pointed out that when an inspector had closed a mine on the West Coast he lost his job. bbox=[15, 423, 130, 485]
ad-line: (English Stars) bbox=[907, 255, 933, 261]
ad-line: BOX PLAN AT THE DRESDEN. bbox=[770, 408, 827, 414]
ad-title: BOOK EARLY AT THE DRESDEN. bbox=[749, 70, 849, 76]
article-paragraph: The weather continues showery. bbox=[624, 528, 678, 534]
article-paragraph: Mrs. Kean-Brown (vice-president) seconded the motion, which was carried with cheers. bbox=[499, 471, 614, 482]
ad-headline-text: XPRESS THEATRE, bbox=[872, 457, 908, 463]
